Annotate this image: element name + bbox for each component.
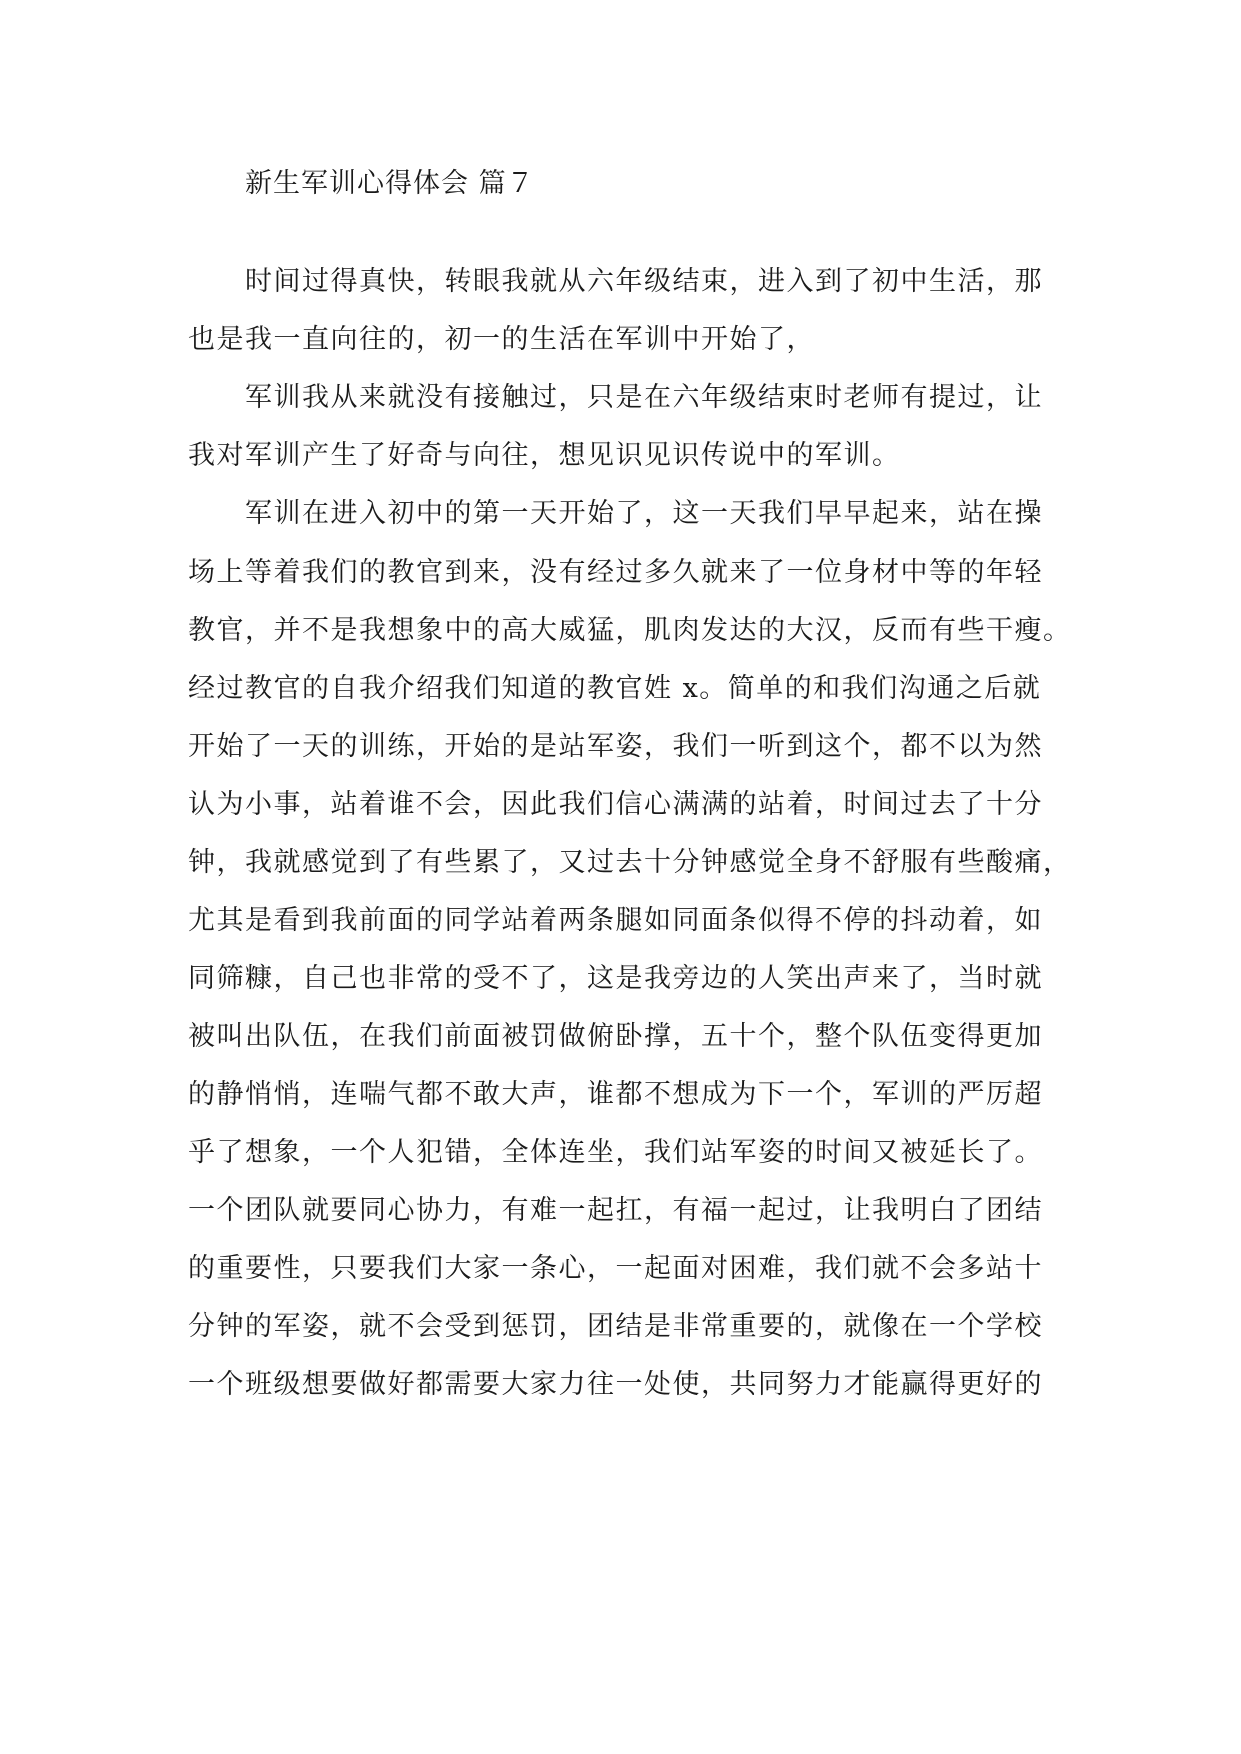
paragraph-line: 我对军训产生了好奇与向往，想见识见识传说中的军训。 [188, 440, 901, 471]
paragraph-line: 的静悄悄，连喘气都不敢大声，谁都不想成为下一个，军训的严厉超 [188, 1079, 1043, 1110]
paragraph-line: 场上等着我们的教官到来，没有经过多久就来了一位身材中等的年轻 [188, 557, 1043, 588]
paragraph-line: 军训我从来就没有接触过，只是在六年级结束时老师有提过，让 [245, 382, 1043, 413]
paragraph-line: 钟，我就感觉到了有些累了，又过去十分钟感觉全身不舒服有些酸痛， [188, 847, 1072, 878]
document-title: 新生军训心得体会 篇７ [245, 168, 535, 199]
paragraph-line: 时间过得真快，转眼我就从六年级结束，进入到了初中生活，那 [245, 266, 1043, 297]
paragraph-line: 认为小事，站着谁不会，因此我们信心满满的站着，时间过去了十分 [188, 789, 1043, 820]
paragraph-line: 分钟的军姿，就不会受到惩罚，团结是非常重要的，就像在一个学校 [188, 1311, 1043, 1342]
paragraph-line: 开始了一天的训练，开始的是站军姿，我们一听到这个，都不以为然 [188, 731, 1043, 762]
paragraph-line: 军训在进入初中的第一天开始了，这一天我们早早起来，站在操 [245, 498, 1043, 529]
paragraph-line: 乎了想象，一个人犯错，全体连坐，我们站军姿的时间又被延长了。 [188, 1137, 1043, 1168]
paragraph-line: 经过教官的自我介绍我们知道的教官姓 x。简单的和我们沟通之后就 [188, 673, 1042, 704]
paragraph-line: 教官，并不是我想象中的高大威猛，肌肉发达的大汉，反而有些干瘦。 [188, 615, 1072, 646]
paragraph-line: 的重要性，只要我们大家一条心，一起面对困难，我们就不会多站十 [188, 1253, 1043, 1284]
paragraph-line: 同筛糠，自己也非常的受不了，这是我旁边的人笑出声来了，当时就 [188, 963, 1043, 994]
paragraph-line: 一个班级想要做好都需要大家力往一处使，共同努力才能赢得更好的 [188, 1369, 1043, 1400]
paragraph-line: 被叫出队伍，在我们前面被罚做俯卧撑，五十个，整个队伍变得更加 [188, 1021, 1043, 1052]
paragraph-line: 也是我一直向往的，初一的生活在军训中开始了， [188, 324, 815, 355]
paragraph-line: 一个团队就要同心协力，有难一起扛，有福一起过，让我明白了团结 [188, 1195, 1043, 1226]
paragraph-line: 尤其是看到我前面的同学站着两条腿如同面条似得不停的抖动着，如 [188, 905, 1043, 936]
